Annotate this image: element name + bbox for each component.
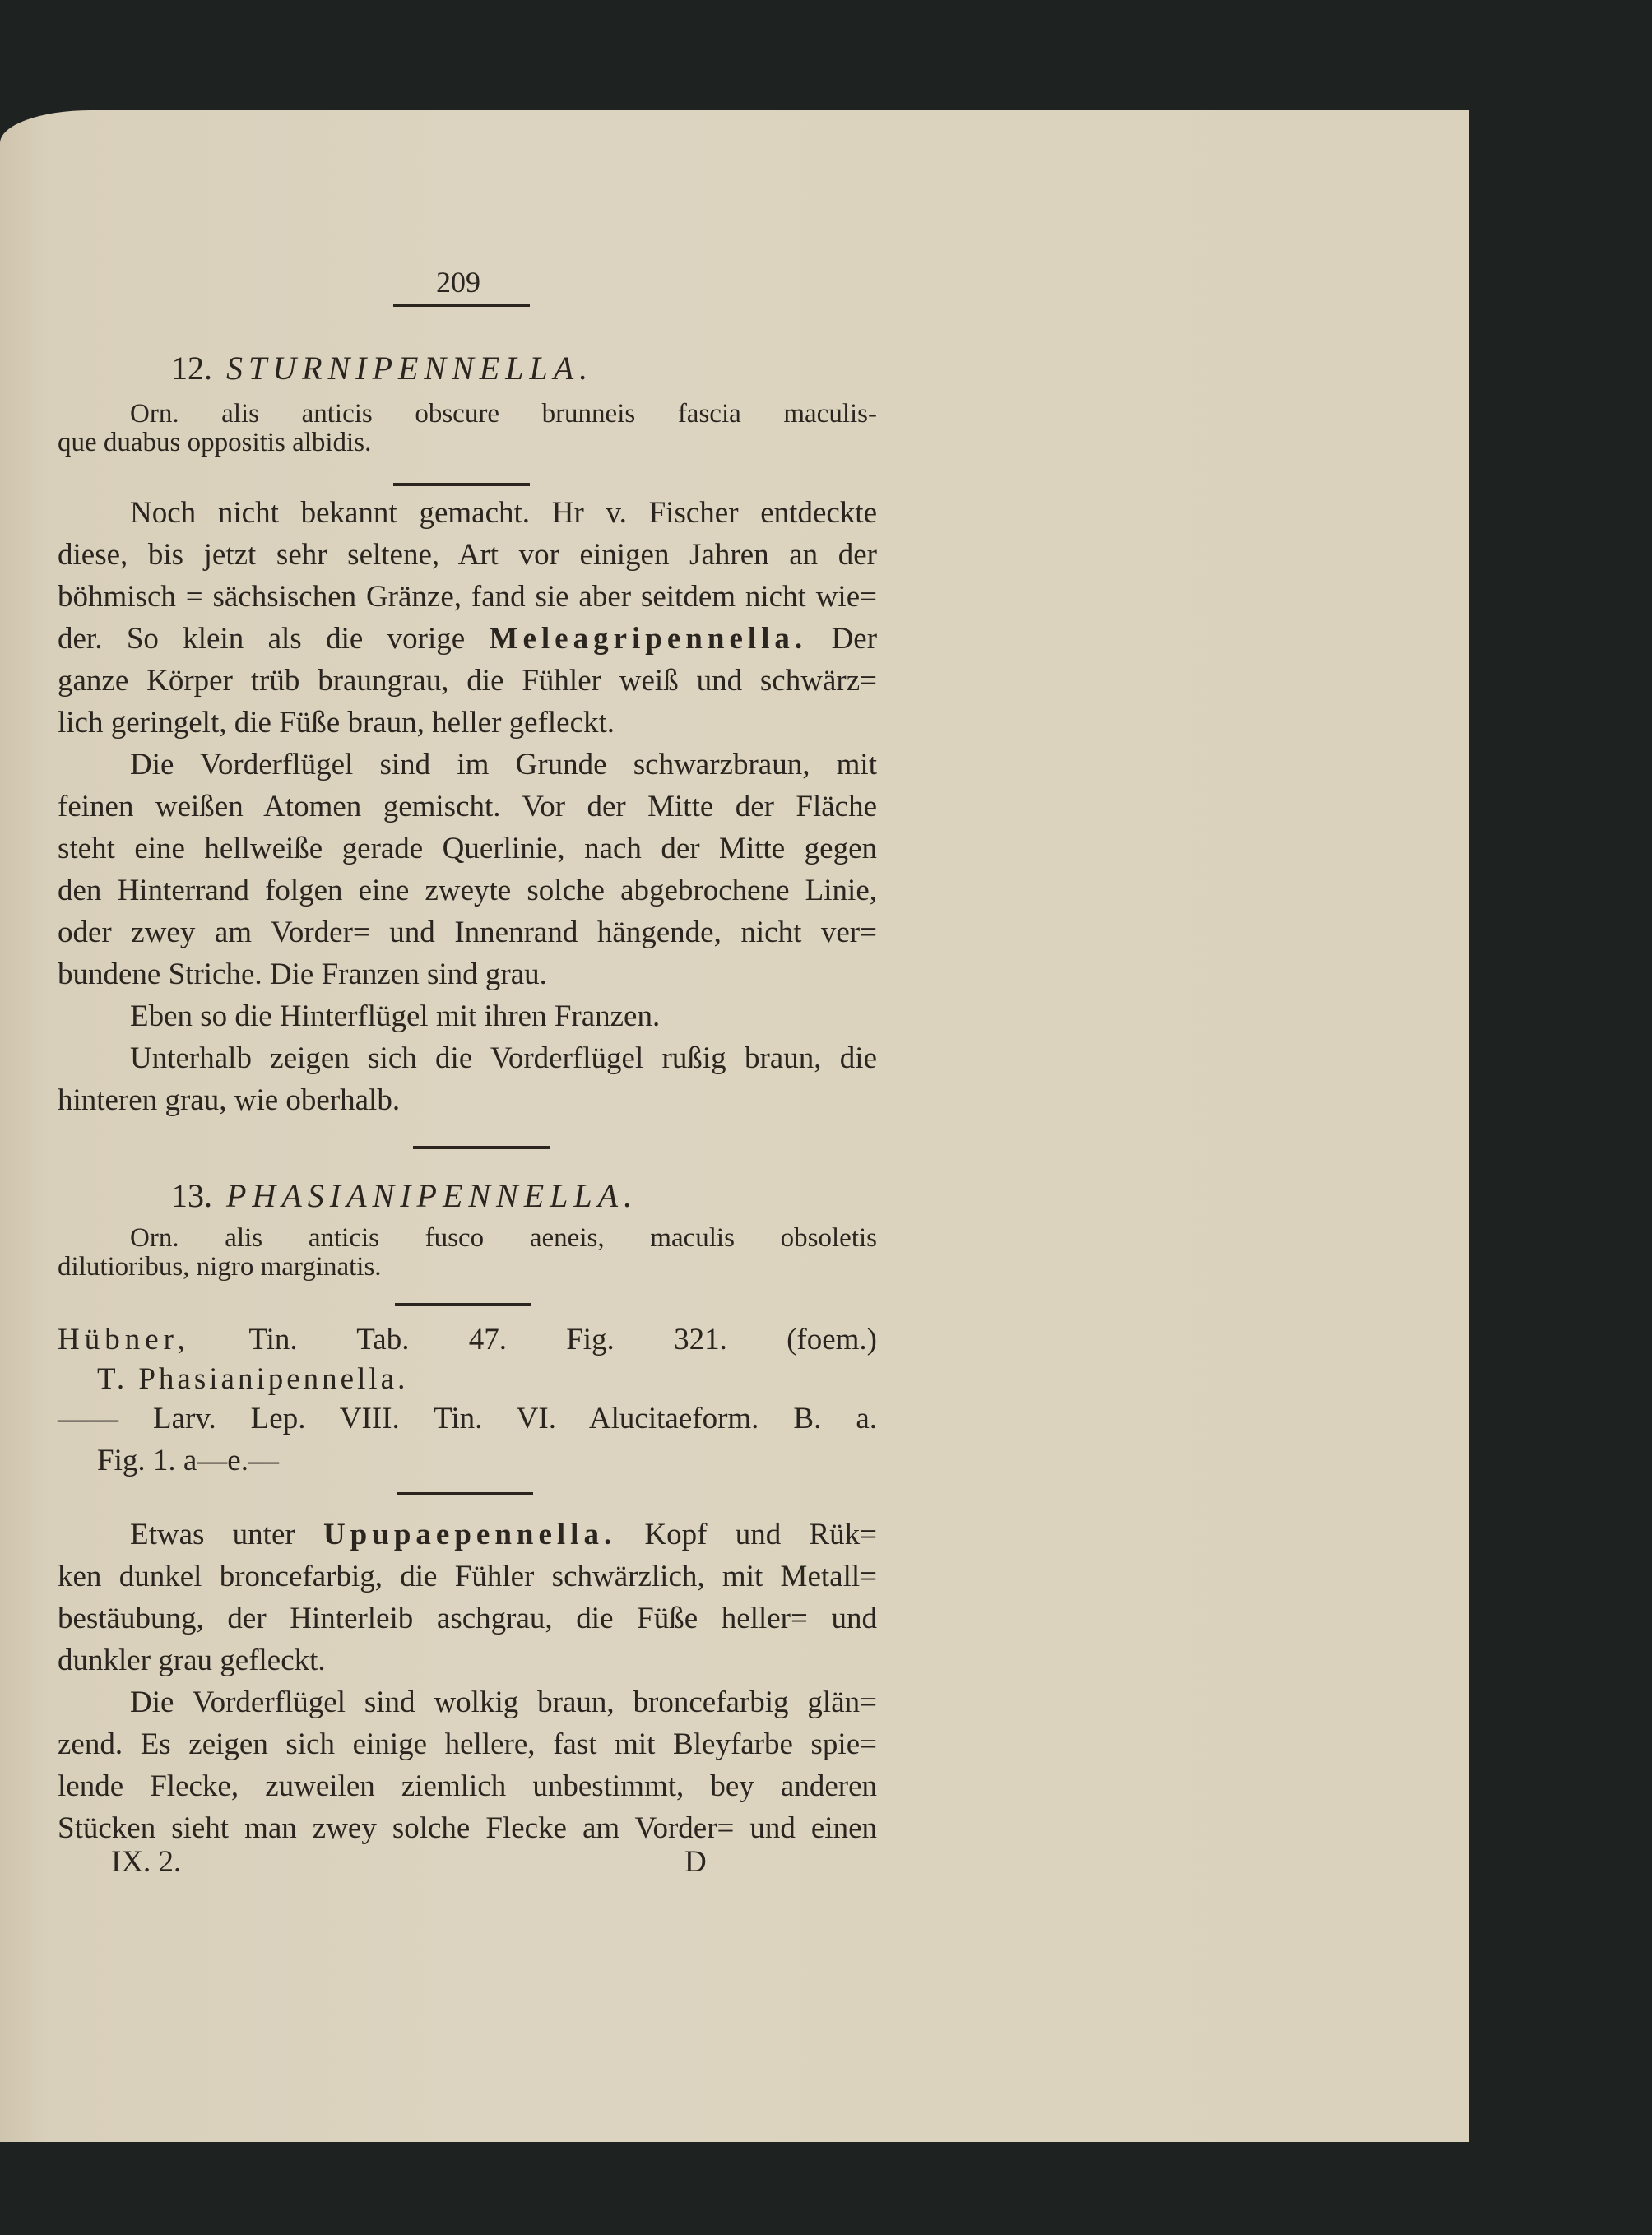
text-line: böhmisch = sächsischen Gränze, fand sie aber seitdem nicht wie= [58, 580, 877, 614]
diagnosis-line: dilutioribus, nigro marginatis. [58, 1252, 382, 1282]
section-number: 12. [171, 350, 212, 387]
divider [413, 1146, 550, 1149]
section-title: PHASIANIPENNELLA. [226, 1177, 638, 1214]
text-segment: Kopf und Rük= [644, 1518, 878, 1551]
text-line [130, 1514, 877, 1556]
text-line: bestäubung, der Hinterleib aschgrau, die Füße heller= und [58, 1602, 877, 1635]
text-line: diese, bis jetzt sehr seltene, Art vor einigen Jahren an der [58, 538, 877, 572]
species-name: Meleagripennella. [489, 622, 808, 656]
section-heading-12 [171, 349, 593, 387]
text-line: ken dunkel broncefarbig, die Fühler schwärzlich, mit Metall= [58, 1560, 877, 1593]
section-title: STURNIPENNELLA. [226, 350, 594, 387]
text-segment: der. So klein als die vorige [58, 622, 466, 656]
divider [393, 483, 530, 486]
diagnosis-line: Orn. alis anticis obscure brunneis fascia maculis- [130, 399, 877, 429]
reference-line [58, 1398, 877, 1440]
divider [393, 304, 530, 307]
divider [397, 1492, 533, 1495]
text-segment: Larv. Lep. VIII. Tin. VI. Alucitaeform. B. a. [153, 1402, 878, 1435]
reference-line [58, 1319, 877, 1361]
diagnosis-line: que duabus oppositis albidis. [58, 428, 372, 457]
text-line: den Hinterrand folgen eine zweyte solche abgebrochene Linie, [58, 874, 877, 907]
text-line: Eben so die Hinterflügel mit ihren Franzen. [130, 999, 661, 1033]
text-line: Noch nicht bekannt gemacht. Hr v. Fischer entdeckte [130, 496, 877, 530]
text-line: dunkler grau gefleckt. [58, 1644, 326, 1677]
text-line: hinteren grau, wie oberhalb. [58, 1083, 401, 1117]
text-segment: Etwas unter [130, 1518, 295, 1551]
ditto-dash: —— [58, 1402, 118, 1435]
text-line: Die Vorderflügel sind wolkig braun, broncefarbig glän= [130, 1686, 877, 1719]
text-segment: Der [831, 622, 878, 656]
page-number: 209 [436, 266, 480, 299]
text-segment: Tin. Tab. 47. Fig. 321. (foem.) [248, 1323, 877, 1356]
reference-line: T. Phasianipennella. [97, 1362, 409, 1396]
signature-mark: IX. 2. [111, 1845, 182, 1879]
text-line: Die Vorderflügel sind im Grunde schwarzbraun, mit [130, 748, 877, 781]
text-line: lende Flecke, zuweilen ziemlich unbestimmt, bey anderen [58, 1769, 877, 1803]
text-line: Unterhalb zeigen sich die Vorderflügel rußig braun, die [130, 1041, 877, 1075]
text-line: ganze Körper trüb braungrau, die Fühler weiß und schwärz= [58, 664, 877, 698]
text-line: steht eine hellweiße gerade Querlinie, nach der Mitte gegen [58, 832, 877, 865]
text-line: Stücken sieht man zwey solche Flecke am Vorder= und einen [58, 1811, 877, 1845]
reference-line: Fig. 1. a—e.— [97, 1444, 279, 1477]
section-heading-13 [171, 1176, 638, 1215]
text-line: bundene Striche. Die Franzen sind grau. [58, 958, 547, 991]
divider [395, 1303, 531, 1306]
text-line: lich geringelt, die Füße braun, heller gefleckt. [58, 706, 615, 740]
text-line: oder zwey am Vorder= und Innenrand hängende, nicht ver= [58, 916, 877, 949]
catchword: D [684, 1845, 707, 1879]
section-number: 13. [171, 1177, 212, 1214]
text-line: zend. Es zeigen sich einige hellere, fast mit Bleyfarbe spie= [58, 1727, 877, 1761]
text-line: feinen weißen Atomen gemischt. Vor der Mitte der Fläche [58, 790, 877, 823]
diagnosis-line: Orn. alis anticis fusco aeneis, maculis obsoletis [130, 1223, 877, 1253]
species-name: Upupaepennella. [323, 1518, 617, 1551]
author-name: Hübner, [58, 1323, 190, 1356]
text-line [58, 618, 877, 660]
